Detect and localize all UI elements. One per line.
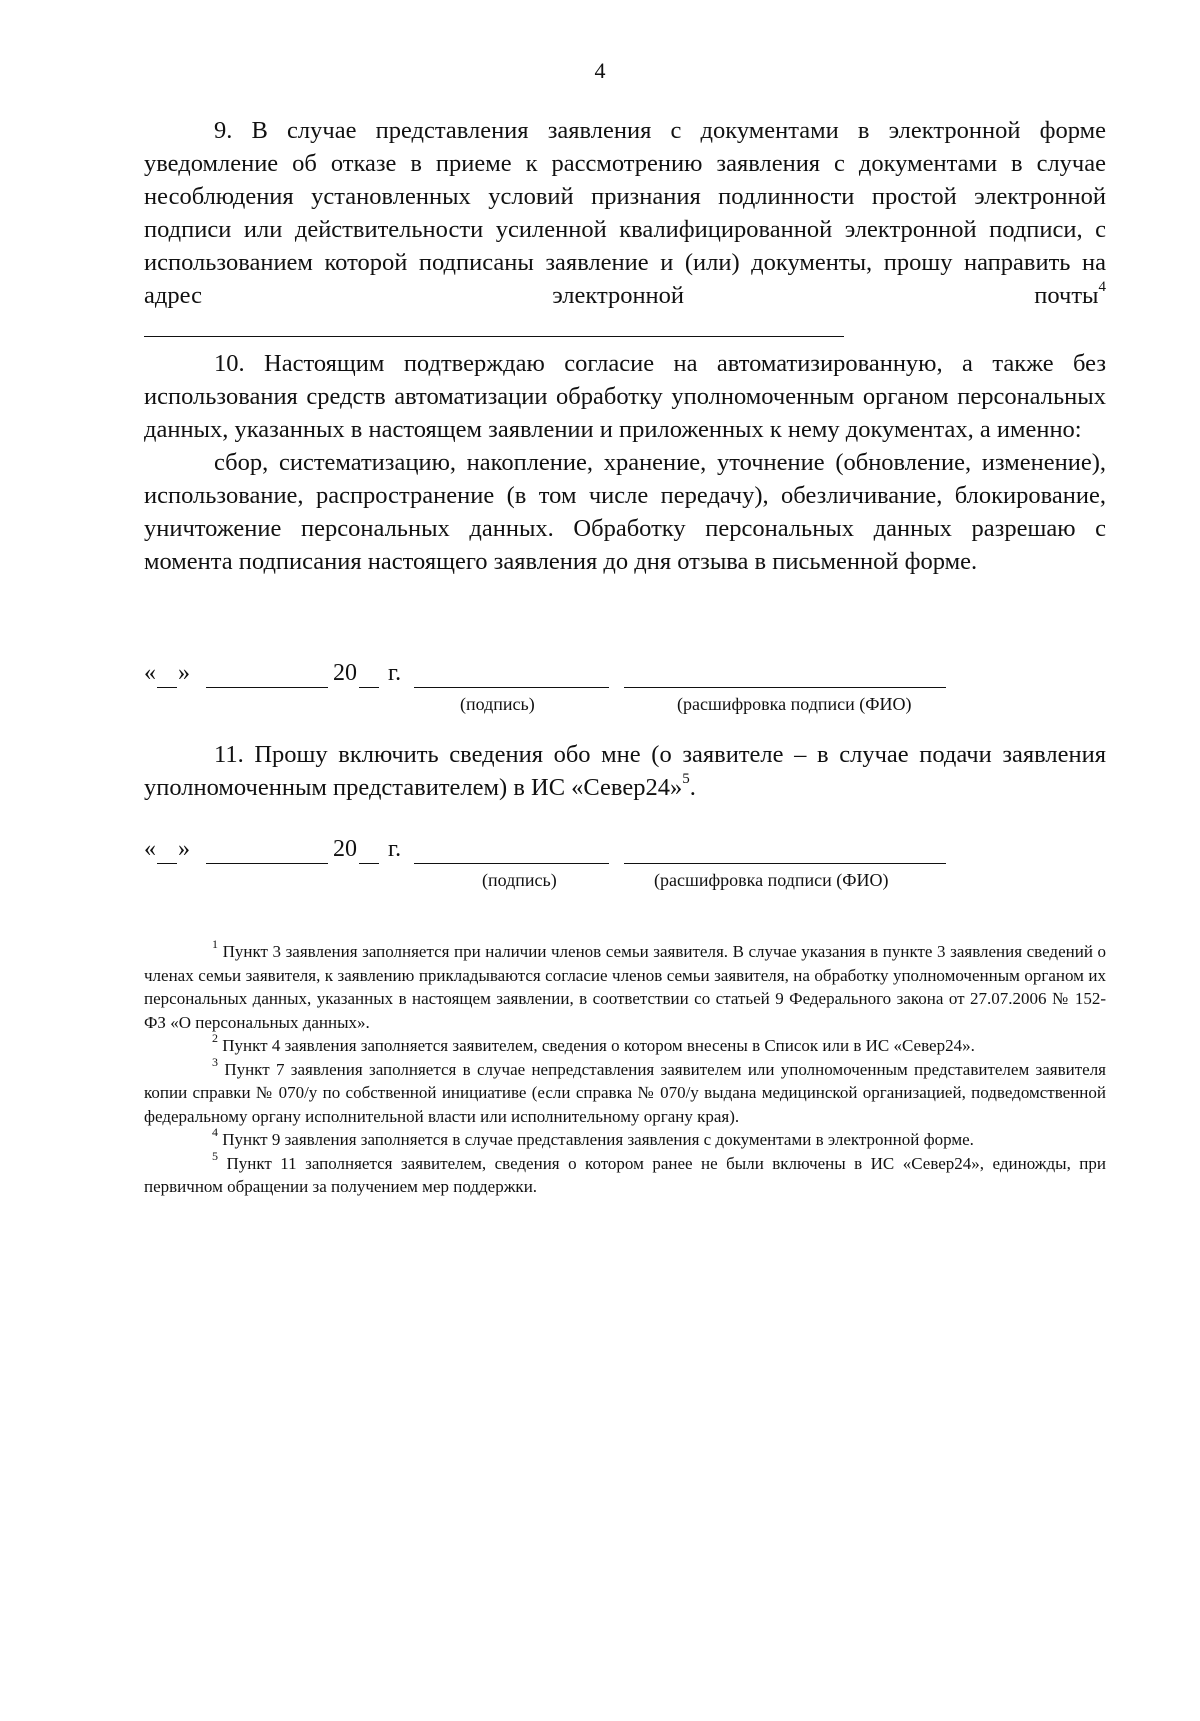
section-11-paragraph xyxy=(144,738,1106,804)
footnote-3 xyxy=(144,1054,1106,1129)
email-field-line[interactable] xyxy=(144,312,844,337)
footnote-5 xyxy=(144,1148,1106,1199)
section-10-paragraph-2: сбор, систематизацию, накопление, хранение, уточнение (обновление, изменение), использование, распространение (в том числе передачу), обезличивание, блокирование, уничтожение персональных данных. Обработку персональных данных разрешаю с момента подписания настоящего заявления до дня отзыва в письменной форме. xyxy=(144,449,1106,575)
footnote-ref-5: 5 xyxy=(682,770,690,787)
month-field-line[interactable] xyxy=(206,687,328,688)
page-number: 4 xyxy=(594,58,606,83)
month-field-line[interactable] xyxy=(206,863,328,864)
year-prefix: 20 xyxy=(333,836,357,862)
footnote-4-number: 4 xyxy=(212,1125,218,1140)
footnote-4 xyxy=(144,1125,1106,1152)
section-11-text: 11. Прошу включить сведения обо мне (о заявителе – в случае подачи заявления уполномоченным представителем) в ИС «Север24» xyxy=(144,741,1106,801)
signature-field-line[interactable] xyxy=(414,863,609,864)
footnote-4-text: Пункт 9 заявления заполняется в случае представления заявления с документами в электронной форме. xyxy=(222,1130,974,1149)
footnote-1-text: Пункт 3 заявления заполняется при наличии членов семьи заявителя. В случае указания в пункте 3 заявления сведений о членах семьи заявителя, к заявлению прикладываются согласие членов семьи заявителя, на обработку уполномоченным органом их персональных данных, указанных в настоящем заявлении, в соответствии со статьей 9 Федерального закона от 27.07.2006 № 152-ФЗ «О персональных данных». xyxy=(144,942,1107,1032)
footnote-2 xyxy=(144,1031,1106,1058)
year-field-line[interactable] xyxy=(359,863,379,864)
year-suffix: г. xyxy=(388,660,402,686)
day-field-line[interactable] xyxy=(157,687,177,688)
footnote-3-text: Пункт 7 заявления заполняется в случае непредставления заявителем или уполномоченным представителем заявителя копии справки № 070/у по собственной инициативе (если справка № 070/у выдана медицинской организацией, подведомственной федеральному органу исполнительной власти или исполнительному органу края). xyxy=(144,1059,1106,1126)
footnote-2-number: 2 xyxy=(212,1031,218,1046)
footnote-2-text: Пункт 4 заявления заполняется заявителем, сведения о котором внесены в Список или в ИС «Север24». xyxy=(222,1036,975,1055)
section-9 xyxy=(144,114,1106,346)
name-caption: (расшифровка подписи (ФИО) xyxy=(654,870,889,890)
signature-row-2 xyxy=(144,836,1106,896)
name-field-line[interactable] xyxy=(624,863,946,864)
signature-row-1 xyxy=(144,660,1106,720)
name-field-line[interactable] xyxy=(624,687,946,688)
footnote-5-number: 5 xyxy=(212,1148,218,1163)
footnotes xyxy=(144,937,1107,1199)
section-10-paragraph-1: 10. Настоящим подтверждаю согласие на автоматизированную, а также без использования средств автоматизации обработку уполномоченным органом персональных данных, указанных в настоящем заявлении и приложенных к нему документах, а именно: xyxy=(144,350,1106,443)
year-suffix: г. xyxy=(388,836,402,862)
day-field-line[interactable] xyxy=(157,863,177,864)
year-prefix: 20 xyxy=(333,660,357,686)
footnote-1 xyxy=(144,937,1107,1034)
section-9-paragraph xyxy=(144,114,1106,346)
section-11-end: . xyxy=(689,774,696,801)
footnote-5-text: Пункт 11 заполняется заявителем, сведения о котором ранее не были включены в ИС «Север24», единожды, при первичном обращении за получением мер поддержки. xyxy=(144,1153,1106,1196)
date-close-quote: » xyxy=(178,660,190,686)
signature-caption: (подпись) xyxy=(482,870,557,890)
date-close-quote: » xyxy=(178,836,190,862)
footnote-ref-4: 4 xyxy=(1098,278,1106,295)
footnote-1-number: 1 xyxy=(212,937,218,952)
date-open-quote: « xyxy=(144,660,156,686)
year-field-line[interactable] xyxy=(359,687,379,688)
name-caption: (расшифровка подписи (ФИО) xyxy=(677,694,912,714)
section-9-text: 9. В случае представления заявления с документами в электронной форме уведомление об отказе в приеме к рассмотрению заявления с документами в случае несоблюдения установленных условий признания подлинности простой электронной подписи или действительности усиленной квалифицированной электронной подписи, с использованием которой подписаны заявление и (или) документы, прошу направить на адрес электронной почты xyxy=(144,117,1106,309)
footnote-3-number: 3 xyxy=(212,1054,218,1069)
signature-field-line[interactable] xyxy=(414,687,609,688)
date-open-quote: « xyxy=(144,836,156,862)
signature-caption: (подпись) xyxy=(460,694,535,714)
section-10 xyxy=(144,347,1106,578)
section-11 xyxy=(144,738,1106,804)
